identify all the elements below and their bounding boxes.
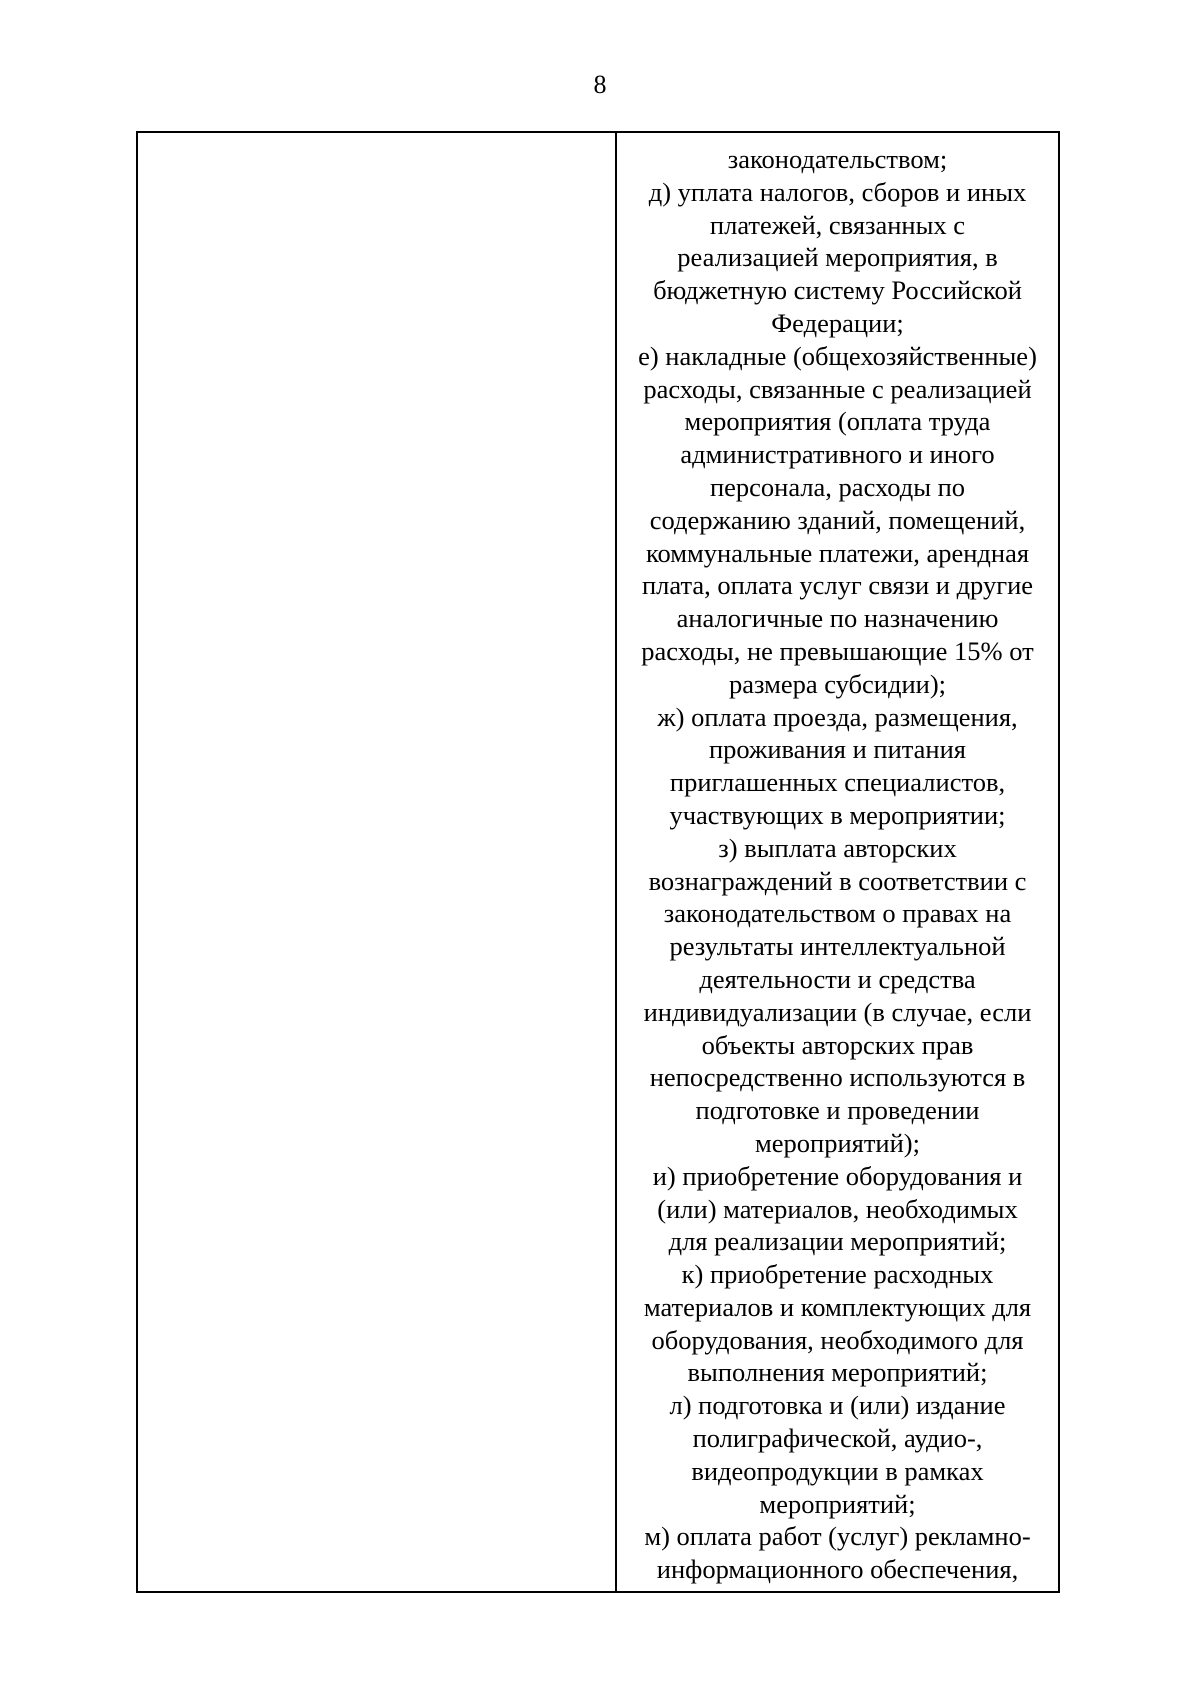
text-line: подготовке и проведении [695, 1095, 980, 1126]
text-line: проживания и питания [708, 734, 966, 765]
text-line: расходы, не превышающие 15% от [641, 635, 1034, 666]
table-cell-right [617, 133, 1058, 1591]
text-line: бюджетную систему Российской [653, 275, 1022, 306]
text-line: законодательством о правах на [663, 898, 1012, 929]
text-line: приглашенных специалистов, [669, 767, 1006, 798]
text-line: д) уплата налогов, сборов и иных [648, 176, 1027, 207]
text-line: расходы, связанные с реализацией [643, 373, 1032, 404]
text-line: мероприятий); [755, 1127, 920, 1158]
text-line: мероприятия (оплата труда [684, 406, 991, 437]
text-line: е) накладные (общехозяйственные) [638, 340, 1037, 371]
text-line: плата, оплата услуг связи и другие [641, 570, 1034, 601]
text-line: видеопродукции в рамках [691, 1455, 984, 1486]
text-line: к) приобретение расходных [681, 1259, 994, 1290]
text-line: непосредственно используются в [649, 1062, 1026, 1093]
text-line: вознаграждений в соответствии с [648, 865, 1027, 896]
page-number: 8 [593, 70, 607, 99]
document-table [136, 131, 1060, 1593]
text-line: законодательством; [727, 144, 948, 174]
text-line: реализацией мероприятия, в [677, 242, 998, 273]
text-line: платежей, связанных с [709, 209, 966, 240]
text-line: участвующих в мероприятии; [669, 799, 1006, 830]
text-line: материалов и комплектующих для [643, 1291, 1032, 1322]
text-line: деятельности и средства [699, 963, 976, 994]
text-line: л) подготовка и (или) издание [669, 1390, 1006, 1421]
text-line: объекты авторских прав [701, 1029, 974, 1060]
text-line: оборудования, необходимого для [651, 1324, 1024, 1355]
text-line: м) оплата работ (услуг) рекламно- [644, 1521, 1031, 1552]
text-line: мероприятий; [759, 1488, 916, 1519]
text-line: ж) оплата проезда, размещения, [657, 701, 1018, 732]
text-line: коммунальные платежи, арендная [645, 537, 1030, 568]
text-line: административного и иного [680, 439, 995, 470]
text-line: Федерации; [771, 307, 904, 338]
text-line: для реализации мероприятий; [668, 1226, 1007, 1257]
text-line: выполнения мероприятий; [687, 1357, 988, 1388]
text-line: полиграфической, аудио-, [692, 1423, 983, 1454]
text-line: (или) материалов, необходимых [657, 1193, 1018, 1224]
text-line: содержанию зданий, помещений, [649, 504, 1026, 535]
table-cell-left [138, 133, 617, 1591]
text-line: и) приобретение оборудования и [652, 1160, 1023, 1191]
text-line: персонала, расходы по [709, 471, 966, 502]
text-line: размера субсидии); [728, 668, 947, 699]
text-line: з) выплата авторских [718, 832, 957, 863]
text-line: информационного обеспечения, [656, 1554, 1019, 1585]
text-line: индивидуализации (в случае, если [643, 996, 1032, 1027]
text-line: результаты интеллектуальной [669, 931, 1006, 962]
text-line: аналогичные по назначению [676, 603, 999, 634]
